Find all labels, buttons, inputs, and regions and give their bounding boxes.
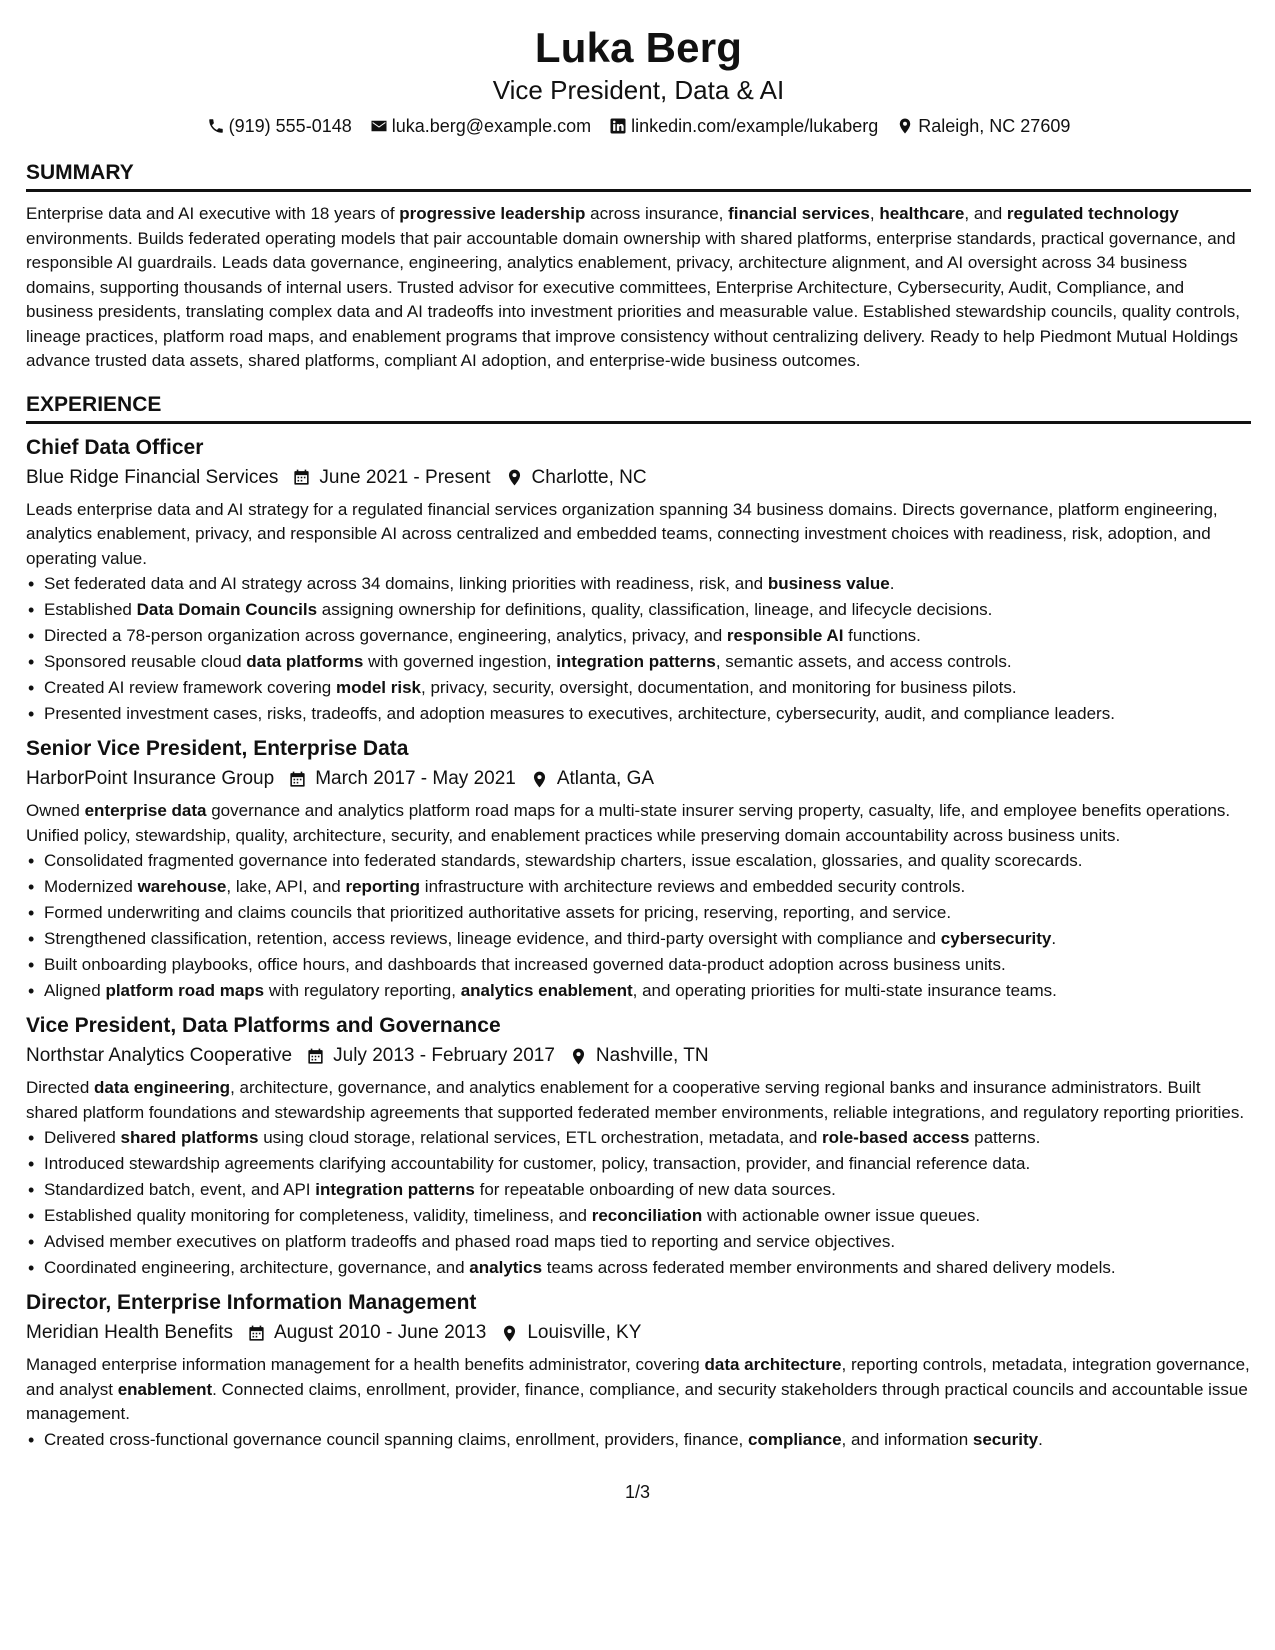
map-pin-icon bbox=[505, 468, 524, 487]
resume-header bbox=[26, 22, 1251, 138]
text-run: , and operating priorities for multi-state insurance teams. bbox=[632, 981, 1057, 1000]
page-number: 1/3 bbox=[624, 1482, 651, 1502]
text-run: , semantic assets, and access controls. bbox=[715, 652, 1012, 671]
resume-page bbox=[26, 0, 1251, 1453]
text-run: Consolidated fragmented governance into federated standards, stewardship charters, issue escalation, glossaries, and quality scorecards. bbox=[44, 851, 1083, 870]
bold-phrase: warehouse bbox=[137, 877, 227, 896]
bullet-item bbox=[26, 675, 1251, 701]
contact-linkedin-text[interactable]: linkedin.com/example/lukaberg bbox=[631, 116, 879, 136]
bold-phrase: progressive leadership bbox=[399, 204, 586, 223]
text-run: patterns. bbox=[969, 1128, 1041, 1147]
text-run: Advised member executives on platform tradeoffs and phased road maps tied to reporting and service objectives. bbox=[44, 1232, 896, 1251]
contact-phone-text: (919) 555-0148 bbox=[228, 116, 352, 136]
contact-linkedin[interactable] bbox=[609, 114, 878, 138]
summary-heading: SUMMARY bbox=[26, 160, 1251, 192]
bullet-item bbox=[26, 571, 1251, 597]
job-summary bbox=[26, 1076, 1251, 1125]
job-title: Vice President, Data Platforms and Governance bbox=[26, 1014, 501, 1037]
bold-phrase: integration patterns bbox=[556, 652, 716, 671]
bullet-item bbox=[26, 1125, 1251, 1151]
text-run: , lake, API, and bbox=[226, 877, 346, 896]
text-run: , and information bbox=[841, 1429, 973, 1449]
bold-phrase: reporting bbox=[345, 877, 421, 896]
bullet-item bbox=[26, 978, 1251, 1004]
job-company: Meridian Health Benefits bbox=[26, 1322, 233, 1343]
text-run: teams across federated member environments and shared delivery models. bbox=[542, 1258, 1116, 1277]
text-run: Strengthened classification, retention, access reviews, lineage evidence, and third-party oversight with compliance and bbox=[44, 929, 941, 948]
bullet-item bbox=[26, 874, 1251, 900]
map-pin-icon bbox=[569, 1047, 588, 1066]
bullet-item bbox=[26, 952, 1251, 978]
text-run: Directed a 78-person organization across governance, engineering, analytics, privacy, and bbox=[44, 626, 727, 645]
text-run: with regulatory reporting, bbox=[264, 981, 461, 1000]
text-run: . Connected claims, enrollment, provider, finance, compliance, and security stakeholders through practical councils and accountable issue management. bbox=[26, 1379, 1248, 1423]
job-summary bbox=[26, 1353, 1251, 1427]
text-run: . bbox=[1038, 1429, 1043, 1449]
bold-phrase: analytics bbox=[469, 1258, 543, 1277]
bullet-item bbox=[26, 1427, 1251, 1453]
job-dates: July 2013 - February 2017 bbox=[333, 1045, 555, 1066]
bold-phrase: enterprise data bbox=[84, 801, 207, 820]
job-title: Chief Data Officer bbox=[26, 435, 204, 459]
text-run: governance and analytics platform road maps for a multi-state insurer serving property, casualty, life, and employee benefits operations. Unified policy, stewardship, quality, architecture, security, and enablement practices while preserving domain accountability across business units. bbox=[26, 801, 1231, 845]
bullet-item bbox=[26, 848, 1251, 874]
bold-phrase: data engineering bbox=[94, 1078, 231, 1097]
map-pin-icon bbox=[896, 117, 914, 135]
job-meta bbox=[26, 1042, 1251, 1070]
experience-heading: EXPERIENCE bbox=[26, 392, 1251, 424]
bold-phrase: data platforms bbox=[246, 652, 364, 671]
text-run: using cloud storage, relational services, ETL orchestration, metadata, and bbox=[258, 1128, 822, 1147]
text-run: Set federated data and AI strategy across 34 domains, linking priorities with readiness, risk, and bbox=[44, 574, 768, 593]
contact-phone bbox=[207, 114, 352, 138]
text-run: Standardized batch, event, and API bbox=[44, 1180, 316, 1199]
bold-phrase: platform road maps bbox=[105, 981, 265, 1000]
candidate-name: Luka Berg bbox=[534, 24, 743, 71]
job-dates: March 2017 - May 2021 bbox=[315, 768, 516, 789]
contact-bar bbox=[26, 114, 1251, 138]
text-run: Coordinated engineering, architecture, governance, and bbox=[44, 1258, 470, 1277]
text-run: Managed enterprise information management for a health benefits administrator, covering bbox=[26, 1355, 705, 1374]
text-run: Created AI review framework covering bbox=[44, 678, 336, 697]
job-entry bbox=[26, 735, 1251, 1004]
text-run: infrastructure with architecture reviews and embedded security controls. bbox=[420, 877, 966, 896]
bold-phrase: compliance bbox=[747, 1429, 842, 1449]
text-run: functions. bbox=[843, 626, 921, 645]
text-run: Leads enterprise data and AI strategy for a regulated financial services organization spanning 34 business domains. Directs governance, platform engineering, analytics enablement, privacy, and responsible AI across centralized and embedded teams, connecting investment choices with readiness, risk, adoption, and operating value. bbox=[26, 499, 1218, 568]
text-run: with actionable owner issue queues. bbox=[702, 1206, 981, 1225]
job-dates: June 2021 - Present bbox=[319, 466, 491, 488]
job-summary bbox=[26, 498, 1251, 572]
summary-text bbox=[26, 202, 1251, 374]
text-run: for repeatable onboarding of new data sources. bbox=[474, 1180, 836, 1199]
job-summary bbox=[26, 799, 1251, 848]
job-company: Blue Ridge Financial Services bbox=[26, 466, 279, 488]
experience-section bbox=[26, 392, 1251, 1453]
text-run: Built onboarding playbooks, office hours, and dashboards that increased governed data-product adoption across business units. bbox=[44, 955, 1006, 974]
bullet-item bbox=[26, 701, 1251, 727]
job-bullets bbox=[26, 571, 1251, 727]
contact-location-text: Raleigh, NC 27609 bbox=[918, 116, 1071, 136]
bullet-item bbox=[26, 926, 1251, 952]
calendar-icon bbox=[292, 468, 311, 487]
bold-phrase: responsible AI bbox=[726, 626, 844, 645]
text-run: Formed underwriting and claims councils that prioritized authoritative assets for pricing, reserving, reporting, and service. bbox=[44, 903, 952, 922]
bold-phrase: analytics enablement bbox=[460, 981, 633, 1000]
phone-icon bbox=[207, 117, 225, 135]
text-run: , reporting controls, metadata, integration governance, and analyst bbox=[26, 1355, 1250, 1399]
job-location: Atlanta, GA bbox=[556, 768, 655, 789]
bold-phrase: financial services bbox=[728, 204, 870, 223]
text-run: Owned bbox=[26, 801, 85, 820]
text-run: Sponsored reusable cloud bbox=[44, 652, 247, 671]
bullet-item bbox=[26, 1229, 1251, 1255]
linkedin-icon bbox=[609, 117, 627, 135]
job-entry bbox=[26, 1289, 1251, 1453]
job-company: HarborPoint Insurance Group bbox=[26, 768, 275, 789]
text-run: Delivered bbox=[44, 1128, 121, 1147]
calendar-icon bbox=[306, 1047, 325, 1066]
job-list bbox=[26, 434, 1251, 1453]
text-run: , bbox=[869, 204, 880, 223]
contact-location bbox=[896, 114, 1070, 138]
bullet-item bbox=[26, 1203, 1251, 1229]
bold-phrase: regulated technology bbox=[1006, 204, 1179, 223]
job-location: Nashville, TN bbox=[595, 1045, 709, 1066]
job-dates: August 2010 - June 2013 bbox=[274, 1322, 487, 1343]
job-bullets bbox=[26, 848, 1251, 1004]
text-run: Modernized bbox=[44, 877, 138, 896]
bold-phrase: model risk bbox=[335, 678, 421, 697]
calendar-icon bbox=[247, 1324, 266, 1343]
job-meta bbox=[26, 464, 1251, 492]
text-run: Enterprise data and AI executive with 18 years of bbox=[26, 204, 400, 223]
job-title: Senior Vice President, Enterprise Data bbox=[26, 737, 409, 760]
bullet-item bbox=[26, 597, 1251, 623]
bold-phrase: reconciliation bbox=[591, 1206, 703, 1225]
text-run: Established quality monitoring for completeness, validity, timeliness, and bbox=[44, 1206, 592, 1225]
job-location: Louisville, KY bbox=[527, 1322, 642, 1343]
bold-phrase: Data Domain Councils bbox=[136, 600, 318, 619]
calendar-icon bbox=[288, 770, 307, 789]
text-run: , and bbox=[964, 204, 1007, 223]
bold-phrase: role-based access bbox=[822, 1128, 970, 1147]
text-run: , architecture, governance, and analytics enablement for a cooperative serving regional banks and insurance administrators. Built shared platform foundations and stewardship agreements that supported federated member environments, reliable integrations, and regulatory reporting priorities. bbox=[26, 1078, 1245, 1122]
job-bullets bbox=[26, 1125, 1251, 1281]
job-bullets bbox=[26, 1427, 1251, 1453]
bullet-item bbox=[26, 649, 1251, 675]
envelope-icon bbox=[370, 117, 388, 135]
job-meta bbox=[26, 1319, 1251, 1347]
bullet-item bbox=[26, 623, 1251, 649]
candidate-title: Vice President, Data & AI bbox=[492, 75, 785, 105]
text-run: across insurance, bbox=[585, 204, 729, 223]
contact-email[interactable] bbox=[370, 114, 591, 138]
job-title: Director, Enterprise Information Management bbox=[26, 1291, 477, 1314]
bold-phrase: shared platforms bbox=[120, 1128, 259, 1147]
bold-phrase: integration patterns bbox=[315, 1180, 475, 1199]
text-run: . bbox=[1051, 929, 1057, 948]
text-run: Presented investment cases, risks, tradeoffs, and adoption measures to executives, architecture, cybersecurity, audit, and compliance leaders. bbox=[44, 704, 1115, 723]
text-run: Established bbox=[44, 600, 137, 619]
text-run: Introduced stewardship agreements clarifying accountability for customer, policy, transaction, provider, and financial reference data. bbox=[44, 1154, 1031, 1173]
text-run: assigning ownership for definitions, quality, classification, lineage, and lifecycle decisions. bbox=[317, 600, 993, 619]
text-run: Directed bbox=[26, 1078, 95, 1097]
bullet-item bbox=[26, 900, 1251, 926]
job-meta bbox=[26, 765, 1251, 793]
bold-phrase: cybersecurity bbox=[940, 929, 1052, 948]
summary-section bbox=[26, 160, 1251, 374]
text-run: . bbox=[889, 574, 895, 593]
contact-email-text[interactable]: luka.berg@example.com bbox=[391, 116, 592, 136]
bullet-item bbox=[26, 1255, 1251, 1281]
map-pin-icon bbox=[500, 1324, 519, 1343]
bold-phrase: healthcare bbox=[879, 204, 965, 223]
bold-phrase: security bbox=[972, 1429, 1039, 1449]
text-run: Aligned bbox=[44, 981, 106, 1000]
bold-phrase: data architecture bbox=[704, 1355, 842, 1374]
job-company: Northstar Analytics Cooperative bbox=[26, 1045, 293, 1066]
text-run: , privacy, security, oversight, documentation, and monitoring for business pilots. bbox=[421, 678, 1017, 697]
text-run: environments. Builds federated operating models that pair accountable domain ownership with shared platforms, enterprise standards, practical governance, and responsible AI guardrails. Leads data governance, engineering, analytics enablement, privacy, architecture alignment, and AI oversight across 34 business domains, supporting thousands of internal users. Trusted advisor for executive committees, Enterprise Architecture, Cybersecurity, Audit, Compliance, and business presidents, translating complex data and AI tradeoffs into investment priorities and measurable value. Established stewardship councils, quality controls, lineage practices, platform road maps, and enablement programs that improve consistency without centralizing delivery. Ready to help Piedmont Mutual Holdings advance trusted data assets, shared platforms, compliant AI adoption, and enterprise-wide business outcomes. bbox=[26, 228, 1240, 370]
bold-phrase: business value bbox=[767, 574, 890, 593]
bullet-item bbox=[26, 1177, 1251, 1203]
text-run: with governed ingestion, bbox=[363, 652, 557, 671]
text-run: Created cross-functional governance council spanning claims, enrollment, providers, finance, bbox=[44, 1429, 748, 1449]
job-location: Charlotte, NC bbox=[531, 466, 647, 488]
job-entry bbox=[26, 1012, 1251, 1281]
map-pin-icon bbox=[530, 770, 549, 789]
bullet-item bbox=[26, 1151, 1251, 1177]
job-entry bbox=[26, 434, 1251, 728]
bold-phrase: enablement bbox=[117, 1379, 213, 1399]
